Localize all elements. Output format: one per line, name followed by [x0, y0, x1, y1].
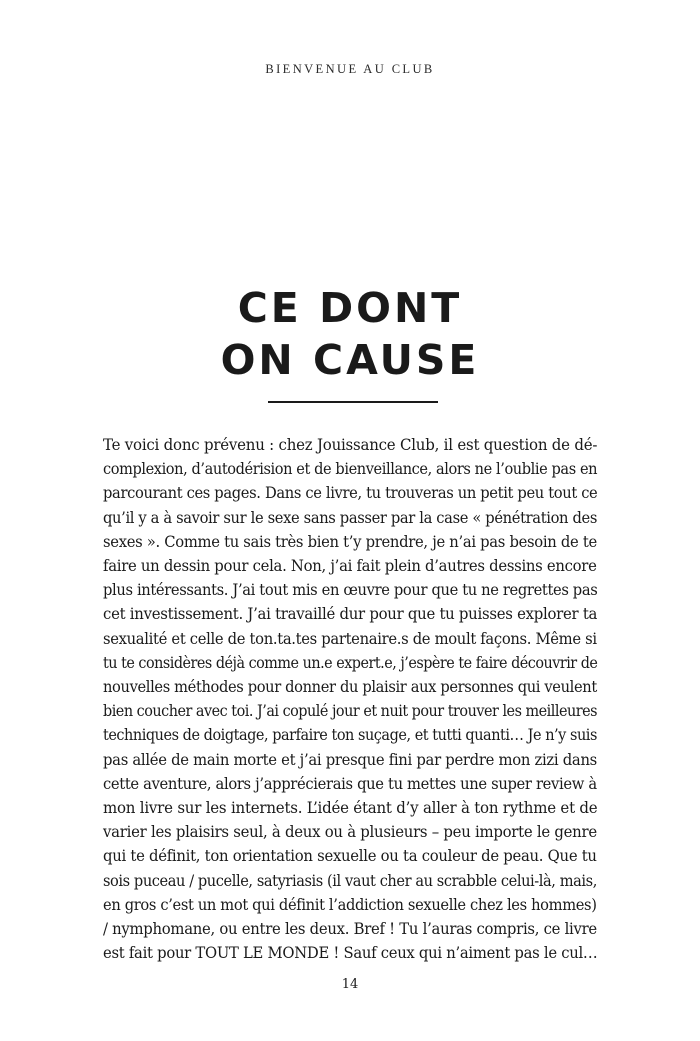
body-line: Te voici donc prévenu : chez Jouissance Club, il est question de dé-	[103, 436, 598, 454]
title-divider-rule	[268, 401, 438, 403]
body-line: sois puceau / pucelle, satyriasis (il vaut cher au scrabble celui-là, mais,	[103, 871, 597, 890]
body-line: varier les plaisirs seul, à deux ou à plusieurs – peu importe le genre	[103, 823, 597, 842]
body-line: bien coucher avec toi. J’ai copulé jour et nuit pour trouver les meilleures	[103, 702, 598, 721]
chapter-title	[0, 282, 700, 386]
page-number: 14	[341, 977, 359, 992]
body-line: tu te considères déjà comme un.e expert.e, j’espère te faire découvrir de	[103, 653, 598, 672]
body-line: complexion, d’autodérision et de bienveillance, alors ne l’oublie pas en	[103, 460, 598, 479]
body-line: qui te définit, ton orientation sexuelle ou ta couleur de peau. Que tu	[103, 847, 597, 866]
body-line: techniques de doigtage, parfaire ton suçage, et tutti quanti… Je n’y suis	[103, 726, 597, 745]
body-line: parcourant ces pages. Dans ce livre, tu trouveras un petit peu tout ce	[103, 484, 598, 503]
body-line: pas allée de main morte et j’ai presque fini par perdre mon zizi dans	[103, 750, 597, 769]
body-line: plus intéressants. J’ai tout mis en œuvre pour que tu ne regrettes pas	[103, 581, 598, 600]
body-line: faire un dessin pour cela. Non, j’ai fait plein d’autres dessins encore	[103, 557, 597, 576]
body-line: cette aventure, alors j’apprécierais que tu mettes une super review à	[103, 774, 597, 793]
running-head: BIENVENUE AU CLUB	[265, 62, 435, 76]
chapter-title-line-2: ON CAUSE	[220, 336, 480, 384]
body-line: cet investissement. J’ai travaillé dur pour que tu puisses explorer ta	[103, 605, 598, 624]
body-line: / nymphomane, ou entre les deux. Bref ! Tu l’auras compris, ce livre	[103, 920, 597, 939]
chapter-title-line-1: CE DONT	[237, 284, 463, 332]
body-line: sexes ». Comme tu sais très bien t’y prendre, je n’ai pas besoin de te	[103, 532, 597, 551]
body-line-last: est fait pour TOUT LE MONDE ! Sauf ceux qui n’aiment pas le cul…	[103, 944, 598, 963]
body-line: nouvelles méthodes pour donner du plaisir aux personnes qui veulent	[103, 678, 597, 697]
body-line: en gros c’est un mot qui définit l’addiction sexuelle chez les hommes)	[103, 895, 597, 914]
body-line: sexualité et celle de ton.ta.tes partenaire.s de moult façons. Même si	[103, 629, 597, 648]
body-line: qu’il y a à savoir sur le sexe sans passer par la case « pénétration des	[103, 508, 598, 527]
body-line: mon livre sur les internets. L’idée étant d’y aller à ton rythme et de	[103, 799, 598, 818]
body-paragraph	[103, 433, 597, 965]
